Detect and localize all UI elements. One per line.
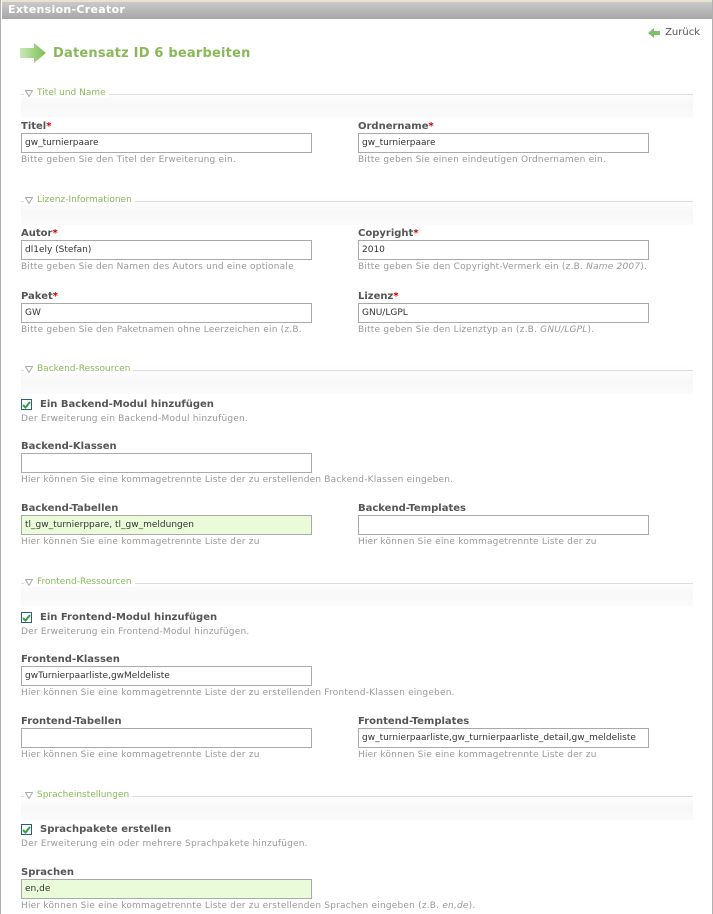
paket-help: Bitte geben Sie den Paketnamen ohne Leerzeichen ein (z.B. — [21, 325, 302, 335]
frontend-module-help: Der Erweiterung ein Frontend-Modul hinzufügen. — [21, 627, 250, 637]
paket-field: Paket* GW Bitte geben Sie den Paketnamen ohne Leerzeichen ein (z.B. — [21, 290, 321, 337]
backend-tabellen-help: Hier können Sie eine kommagetrennte Liste der zu — [21, 537, 260, 547]
arrow-right-icon — [20, 43, 46, 63]
frontend-templates-input[interactable] — [358, 728, 649, 748]
backend-module-checkbox-row — [21, 399, 214, 410]
section-toggle-frontend[interactable]: Frontend-Ressourcen — [24, 577, 135, 587]
titel-input[interactable] — [21, 133, 312, 153]
ordnername-input[interactable] — [358, 133, 649, 153]
backend-module-checkbox[interactable] — [21, 399, 32, 410]
frontend-tabellen-input[interactable] — [21, 728, 312, 748]
frontend-module-checkbox[interactable] — [21, 612, 32, 623]
section-spracheinstellungen — [21, 790, 693, 820]
backend-module-label: Ein Backend-Modul hinzufügen — [40, 399, 214, 410]
backend-templates-help: Hier können Sie eine kommagetrennte Liste der zu — [358, 537, 597, 547]
sprachen-help: Hier können Sie eine kommagetrennte Liste der zu erstellenden Sprachen eingeben (z.B. en,de). — [21, 901, 476, 911]
frontend-templates-field: Frontend-Templates gw_turnierpaarliste,gw_turnierpaarliste_detail,gw_meldeliste Hier können Sie eine kommagetrennte Liste der zu — [358, 715, 658, 762]
back-label: Zurück — [665, 27, 700, 38]
sprachpakete-checkbox[interactable] — [21, 824, 32, 835]
lizenz-input[interactable] — [358, 303, 649, 323]
frontend-templates-help: Hier können Sie eine kommagetrennte Liste der zu — [358, 750, 597, 760]
frontend-module-checkbox-row — [21, 612, 217, 623]
window-title: Extension-Creator — [8, 3, 126, 16]
backend-klassen-help: Hier können Sie eine kommagetrennte Liste der zu erstellenden Backend-Klassen eingeben. — [21, 475, 454, 485]
sprachpakete-label: Sprachpakete erstellen — [40, 824, 172, 835]
checkmark-icon — [22, 401, 31, 409]
autor-field: Autor* dl1ely (Stefan) Bitte geben Sie den Namen des Autors und eine optionale — [21, 227, 321, 274]
section-frontend-ressourcen — [21, 577, 693, 607]
section-titel-und-name — [21, 88, 693, 118]
backend-templates-input[interactable] — [358, 515, 649, 535]
backend-klassen-field: Backend-Klassen Hier können Sie eine kommagetrennte Liste der zu erstellenden Backend-Klassen eingeben. — [21, 441, 454, 485]
section-toggle-lizenz[interactable]: Lizenz-Informationen — [24, 195, 135, 205]
triangle-down-icon — [25, 579, 33, 586]
sprachpakete-help: Der Erweiterung ein oder mehrere Sprachpakete hinzufügen. — [21, 839, 308, 849]
lizenz-field: Lizenz* GNU/LGPL Bitte geben Sie den Lizenztyp an (z.B. GNU/LGPL). — [358, 290, 658, 337]
frontend-klassen-help: Hier können Sie eine kommagetrennte Liste der zu erstellenden Frontend-Klassen eingeben. — [21, 688, 455, 698]
ordnername-field: Ordnername* gw_turnierpaare Bitte geben Sie einen eindeutigen Ordnernamen ein. — [358, 120, 658, 167]
paket-input[interactable] — [21, 303, 312, 323]
titel-help: Bitte geben Sie den Titel der Erweiterung ein. — [21, 155, 236, 165]
page-headline — [20, 43, 251, 63]
backend-templates-field: Backend-Templates Hier können Sie eine kommagetrennte Liste der zu — [358, 502, 658, 549]
sprachen-field: Sprachen en,de Hier können Sie eine kommagetrennte Liste der zu erstellenden Sprachen eingeben (z.B. en,de). — [21, 866, 321, 913]
section-toggle-sprache[interactable]: Spracheinstellungen — [24, 790, 132, 800]
triangle-down-icon — [25, 792, 33, 799]
checkmark-icon — [22, 614, 31, 622]
backend-tabellen-field: Backend-Tabellen tl_gw_turnierppare, tl_gw_meldungen Hier können Sie eine kommagetrennte Liste der zu — [21, 502, 321, 549]
section-toggle-titel-und-name[interactable]: Titel und Name — [24, 88, 109, 98]
ordnername-help: Bitte geben Sie einen eindeutigen Ordnernamen ein. — [358, 155, 607, 165]
copyright-field: Copyright* 2010 Bitte geben Sie den Copyright-Vermerk ein (z.B. Name 2007). — [358, 227, 658, 274]
section-toggle-backend[interactable]: Backend-Ressourcen — [24, 364, 133, 374]
lizenz-help: Bitte geben Sie den Lizenztyp an (z.B. GNU/LGPL). — [358, 325, 595, 335]
page-title: Datensatz ID 6 bearbeiten — [53, 45, 251, 61]
arrow-left-icon — [648, 28, 660, 38]
back-button[interactable] — [648, 27, 700, 38]
frontend-klassen-input[interactable] — [21, 666, 312, 686]
autor-help: Bitte geben Sie den Namen des Autors und eine optionale — [21, 262, 294, 272]
frontend-tabellen-help: Hier können Sie eine kommagetrennte Liste der zu — [21, 750, 260, 760]
copyright-input[interactable] — [358, 240, 649, 260]
triangle-down-icon — [25, 366, 33, 373]
backend-klassen-input[interactable] — [21, 453, 312, 473]
titel-field: Titel* gw_turnierpaare Bitte geben Sie den Titel der Erweiterung ein. — [21, 120, 321, 167]
autor-input[interactable] — [21, 240, 312, 260]
section-backend-ressourcen — [21, 364, 693, 394]
triangle-down-icon — [25, 90, 33, 97]
backend-tabellen-input[interactable] — [21, 515, 312, 535]
section-lizenz-informationen — [21, 195, 693, 225]
checkmark-icon — [22, 826, 31, 834]
window-titlebar — [2, 0, 712, 19]
frontend-klassen-field: Frontend-Klassen gwTurnierpaarliste,gwMeldeliste Hier können Sie eine kommagetrennte Liste der zu erstellenden Frontend-Klassen eingeben. — [21, 653, 321, 700]
backend-module-help: Der Erweiterung ein Backend-Modul hinzufügen. — [21, 414, 248, 424]
sprachen-input[interactable] — [21, 879, 312, 899]
frontend-module-label: Ein Frontend-Modul hinzufügen — [40, 612, 218, 623]
frontend-tabellen-field: Frontend-Tabellen Hier können Sie eine kommagetrennte Liste der zu — [21, 715, 321, 762]
copyright-help: Bitte geben Sie den Copyright-Vermerk ein (z.B. Name 2007). — [358, 262, 648, 272]
triangle-down-icon — [25, 197, 33, 204]
sprachpakete-checkbox-row — [21, 824, 171, 835]
